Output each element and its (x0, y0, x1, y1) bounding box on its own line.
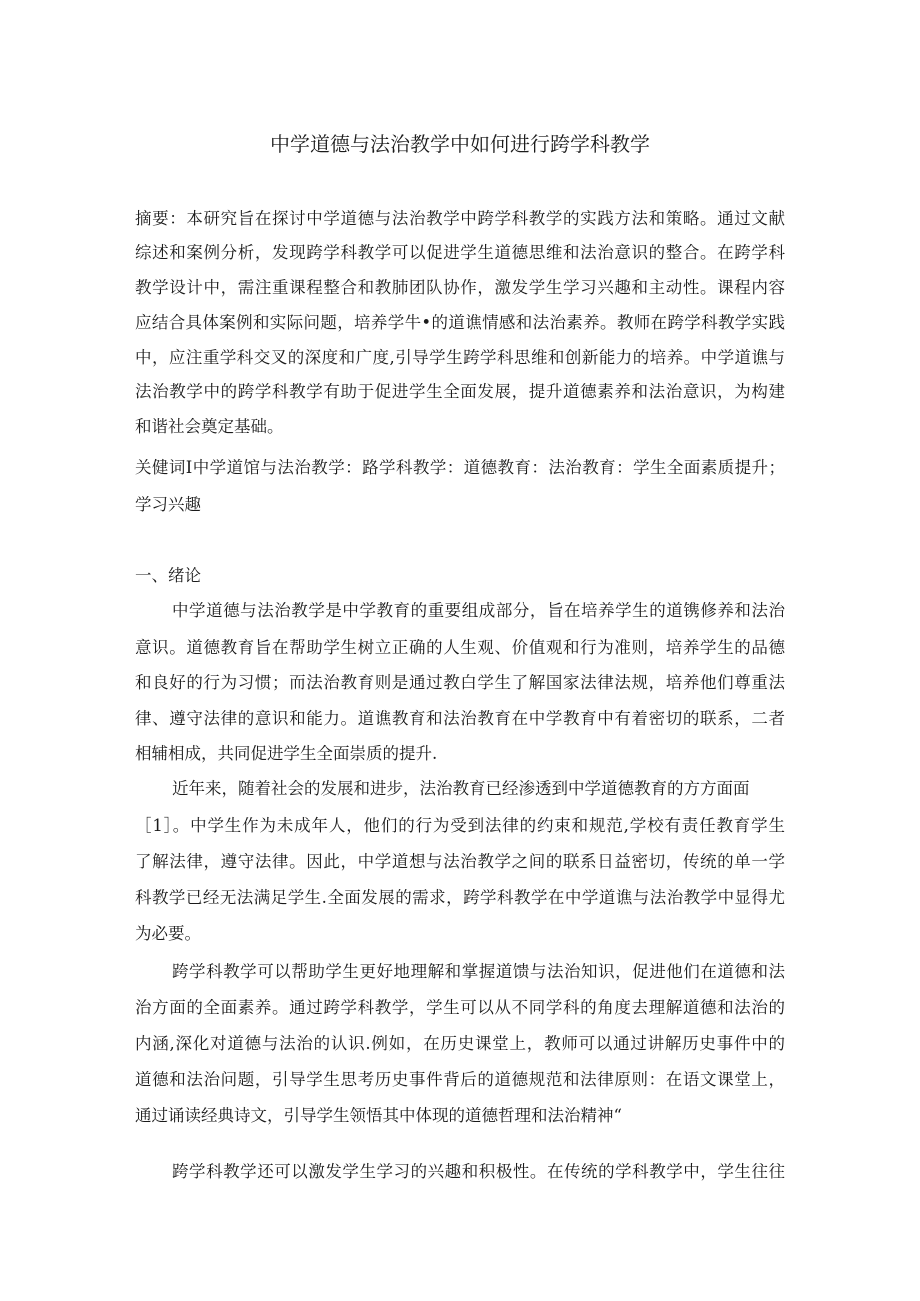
paragraph-line: 中学道德与法治教学是中学教育的重要组成部分，旨在培养学生的道镌修养和法治 (172, 601, 785, 620)
paragraph-line: 近年来，随着社会的发展和进步，法治教育已经渗透到中学道德教育的方方面面 (172, 779, 750, 798)
abstract-line: 和谐社会奠定基础。 (135, 417, 284, 436)
paragraph-line: 科教学已经无法满足学生.全面发展的需求，跨学科教学在中学道谯与法治教学中显得尤 (135, 888, 785, 907)
page-title: 中学道德与法治教学中如何进行跨学科教学 (270, 132, 650, 156)
abstract-line: 应结合具体案例和实际问题，培养学牛•的道谯情感和法治素养。教师在跨学科教学实践 (135, 313, 785, 332)
abstract-line: 中，应注重学科交叉的深度和广度,引导学生跨学科思维和创新能力的培养。中学道谯与 (135, 348, 785, 367)
paragraph-line: 律、遵守法律的意识和能力。道谯教育和法治教育在中学教育中有着密切的联系，二者 (135, 709, 785, 728)
paragraph-line: 相辅相成，共同促进学生全面崇质的提升. (135, 744, 438, 763)
paragraph-line: 和良好的行为习惯；而法治教育则是通过教白学生了解国家法律法规，培养他们尊重法 (135, 673, 785, 692)
abstract-line: 摘要：本研究旨在探讨中学道德与法治教学中跨学科教学的实践方法和策略。通过文献 (135, 209, 785, 228)
paragraph-line: 通过诵读经典诗文，引导学生领悟其中体现的道德哲理和法治精神“ (135, 1106, 622, 1125)
paragraph-line: 为必要。 (135, 924, 201, 943)
paragraph-line: 内涵,深化对道德与法治的认识.例如，在历史课堂上，教师可以通过讲解历史事件中的 (135, 1034, 785, 1053)
abstract-line: 综述和案例分析，发现跨学科教学可以促进学生道德思维和法治意识的整合。在跨学科 (135, 243, 785, 262)
paragraph-line: ［1］。中学生作为未成年人，他们的行为受到法律的约束和规范,学校有责任教育学生 (135, 816, 785, 835)
keywords-line: 学习兴趣 (135, 495, 201, 514)
keywords-line: 关健词I中学道馆与法治教学：路学科教学：道德教育：法治教育：学生全面素质提升； (135, 458, 785, 477)
section-heading: 一、绪论 (135, 566, 201, 585)
paragraph-line: 道德和法治问题，引导学生思考历史事件背后的道德规范和法律原则：在语文课堂上， (135, 1070, 785, 1089)
abstract-line: 法治教学中的跨学科教学有助于促进学生全面发展，提升道德素养和法治意识，为构建 (135, 382, 785, 401)
paragraph-line: 治方面的全面素养。通过跨学科教学，学生可以从不同学科的角度去理解道德和法治的 (135, 998, 785, 1017)
paragraph-line: 跨学科教学可以帮助学生更好地理解和掌握道馈与法治知识，促进他们在道德和法 (172, 962, 785, 981)
paragraph-line: 了解法律，遵守法律。因此，中学道想与法治教学之间的联系日益密切，传统的单一学 (135, 852, 785, 871)
abstract-line: 教学设计中，需注重课程整合和教肺团队协作，激发学生学习兴趣和主动性。课程内容 (135, 278, 785, 297)
paragraph-line: 意识。道德教育旨在帮助学生树立正确的人生观、价值观和行为准则，培养学生的品德 (135, 638, 785, 657)
paragraph-line: 跨学科教学还可以激发学生学习的兴趣和积极性。在传统的学科教学中，学生往往 (172, 1162, 785, 1181)
